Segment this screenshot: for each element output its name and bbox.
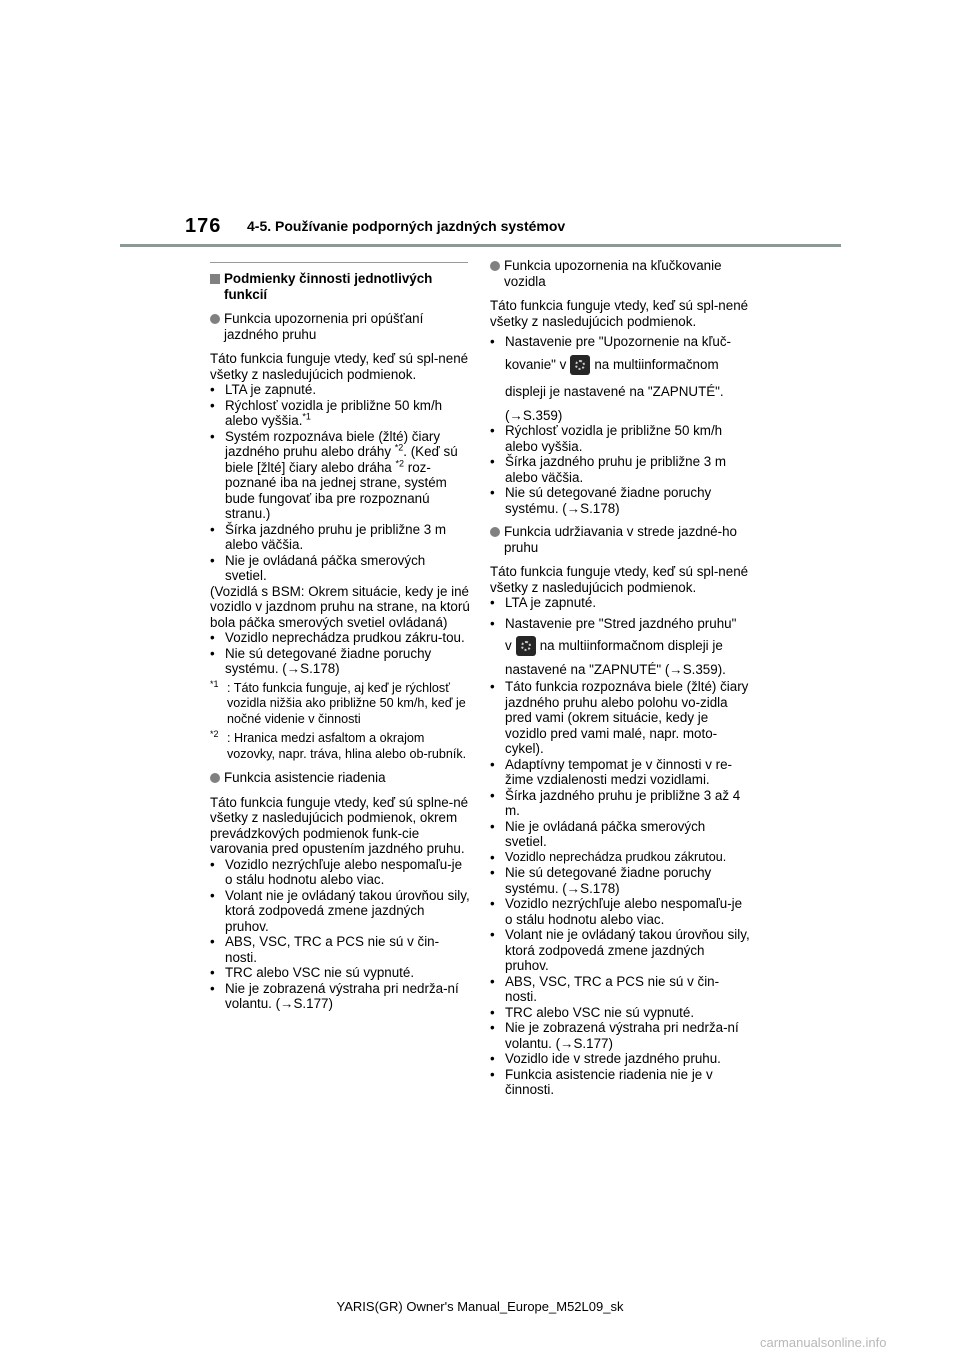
page-number: 176 [185, 215, 222, 237]
gear-icon [570, 355, 590, 375]
list-item: • Vozidlo ide v strede jazdného pruhu. [490, 1051, 721, 1066]
section-divider [210, 262, 468, 263]
list-item: • Šírka jazdného pruhu je približne 3 až 4 m. [490, 787, 741, 818]
watermark: carmanualsonline.info [760, 1335, 887, 1350]
bullet-list [210, 630, 470, 677]
footnote: $^{*2}$ : Hranica medzi asfaltom a okrajom vozovky, napr. tráva, hlina alebo ob-rubník. [210, 729, 467, 761]
section-heading: Podmienky činnosti jednotlivých funkcií [210, 271, 470, 302]
circle-bullet-icon [210, 314, 220, 324]
list-item: • Rýchlosť vozidla je približne 50 km/h alebo vyššia.$^{*1}$ [210, 397, 443, 428]
paragraph: Táto funkcia funguje vtedy, keď sú spl-nené všetky z nasledujúcich podmienok. [210, 351, 469, 382]
gear-icon [516, 636, 536, 656]
subsection-heading: Funkcia asistencie riadenia [210, 770, 470, 786]
list-item: • Táto funkcia rozpoznáva biele (žlté) čiary jazdného pruhu alebo polohu vo-zidla pred vami (okrem situácie, kedy je vozidlo pred vami malé, napr. moto-cykel). [490, 679, 749, 756]
list-item: • Systém rozpoznáva biele (žlté) čiary jazdného pruhu alebo dráhy $^{*2}$. (Keď sú biele [žlté] čiary alebo dráha $^{*2}$ roz-poznané iba na jednej strane, systém bude fungovať iba pre rozpoznanú stranu.) [210, 428, 458, 521]
subsection-heading: Funkcia upozornenia pri opúšťaní jazdného pruhu [210, 311, 470, 342]
section-header: 4-5. Používanie podporných jazdných systémov [247, 218, 566, 234]
bullet-list [490, 423, 750, 516]
circle-bullet-icon [490, 261, 500, 271]
bullet-list [490, 679, 750, 1098]
subsection-heading: Funkcia upozornenia na kľučkovanie vozidla [490, 258, 750, 289]
square-bullet-icon [210, 274, 220, 284]
list-item: • LTA je zapnuté. [490, 595, 597, 610]
list-item: • Vozidlo neprechádza prudkou zákru-tou. [210, 630, 465, 645]
list-item: • Šírka jazdného pruhu je približne 3 m alebo väčšia. [490, 454, 727, 485]
list-item: • Šírka jazdného pruhu je približne 3 m alebo väčšia. [210, 521, 447, 552]
list-item: • Vozidlo nezrýchľuje alebo nespomaľu-je o stálu hodnotu alebo viac. [210, 856, 463, 887]
circle-bullet-icon [490, 527, 500, 537]
list-item: • Nie sú detegované žiadne poruchy systému. (→S.178) [490, 485, 712, 516]
list-item: • Nie je zobrazená výstraha pri nedrža-ní volantu. (→S.177) [210, 980, 459, 1011]
list-item: • Nie sú detegované žiadne poruchy systému. (→S.178) [210, 645, 432, 676]
circle-bullet-icon [210, 773, 220, 783]
list-item: • Nie je ovládaná páčka smerových svetiel. [490, 818, 706, 849]
bullet-list [210, 382, 470, 584]
list-item: • Funkcia asistencie riadenia nie je v činnosti. [490, 1066, 713, 1097]
right-column [490, 258, 750, 1098]
list-item: • Nie sú detegované žiadne poruchy systému. (→S.178) [490, 865, 712, 896]
list-item: • ABS, VSC, TRC a PCS nie sú v čin-nosti. [210, 934, 440, 965]
list-item: • TRC alebo VSC nie sú vypnuté. [210, 965, 415, 980]
list-item: • Volant nie je ovládaný takou úrovňou sily, ktorá zodpovedá zmene jazdných pruhov. [210, 887, 470, 934]
page-footer: YARIS(GR) Owner's Manual_Europe_M52L09_sk [336, 1299, 624, 1314]
header-rule [120, 244, 841, 247]
list-item: • Nastavenie pre "Stred jazdného pruhu" v na multiinformačnom displeji je nastavené na "ZAPNUTÉ" (→S.359). [490, 615, 737, 677]
paragraph: Táto funkcia funguje vtedy, keď sú splne-né všetky z nasledujúcich podmienok, okrem prevádzkových podmienok funk-cie varovania pred opustením jazdného pruhu. [210, 794, 469, 856]
footnote: $^{*1}$ : Táto funkcia funguje, aj keď je rýchlosť vozidla nižšia ako približne 50 km/h, keď je nočné videnie v činnosti [210, 678, 466, 726]
list-item: • Vozidlo nezrýchľuje alebo nespomaľu-je o stálu hodnotu alebo viac. [490, 896, 743, 927]
list-item: • Nie je ovládaná páčka smerových svetiel. [210, 552, 426, 583]
bullet-list [210, 857, 470, 1012]
list-item: • Vozidlo neprechádza prudkou zákrutou. [490, 849, 727, 865]
list-item: • TRC alebo VSC nie sú vypnuté. [490, 1004, 695, 1020]
list-item: • Rýchlosť vozidla je približne 50 km/h alebo vyššia. [490, 423, 723, 454]
bsm-note: (Vozidlá s BSM: Okrem situácie, kedy je iné vozidlo v jazdnom pruhu na strane, na ktorú bola páčka smerových svetiel ovládaná) [210, 583, 470, 630]
left-column [210, 258, 470, 1012]
list-item: • Nastavenie pre "Upozornenie na kľuč- kovanie" v na multiinformačnom displeji je nastavené na "ZAPNUTÉ". (→S.359) [490, 334, 732, 423]
subsection-heading: Funkcia udržiavania v strede jazdné-ho pruhu [490, 524, 750, 555]
paragraph: Táto funkcia funguje vtedy, keď sú spl-nené všetky z nasledujúcich podmienok. [490, 298, 749, 329]
list-item: • ABS, VSC, TRC a PCS nie sú v čin-nosti. [490, 973, 720, 1004]
paragraph: Táto funkcia funguje vtedy, keď sú spl-nené všetky z nasledujúcich podmienok. [490, 564, 749, 595]
list-item: • Volant nie je ovládaný takou úrovňou sily, ktorá zodpovedá zmene jazdných pruhov. [490, 927, 750, 973]
list-item: • Nie je zobrazená výstraha pri nedrža-ní volantu. (→S.177) [490, 1020, 739, 1051]
list-item: • Adaptívny tempomat je v činnosti v re-žime vzdialenosti medzi vozidlami. [490, 756, 732, 787]
list-item: • LTA je zapnuté. [210, 382, 317, 397]
